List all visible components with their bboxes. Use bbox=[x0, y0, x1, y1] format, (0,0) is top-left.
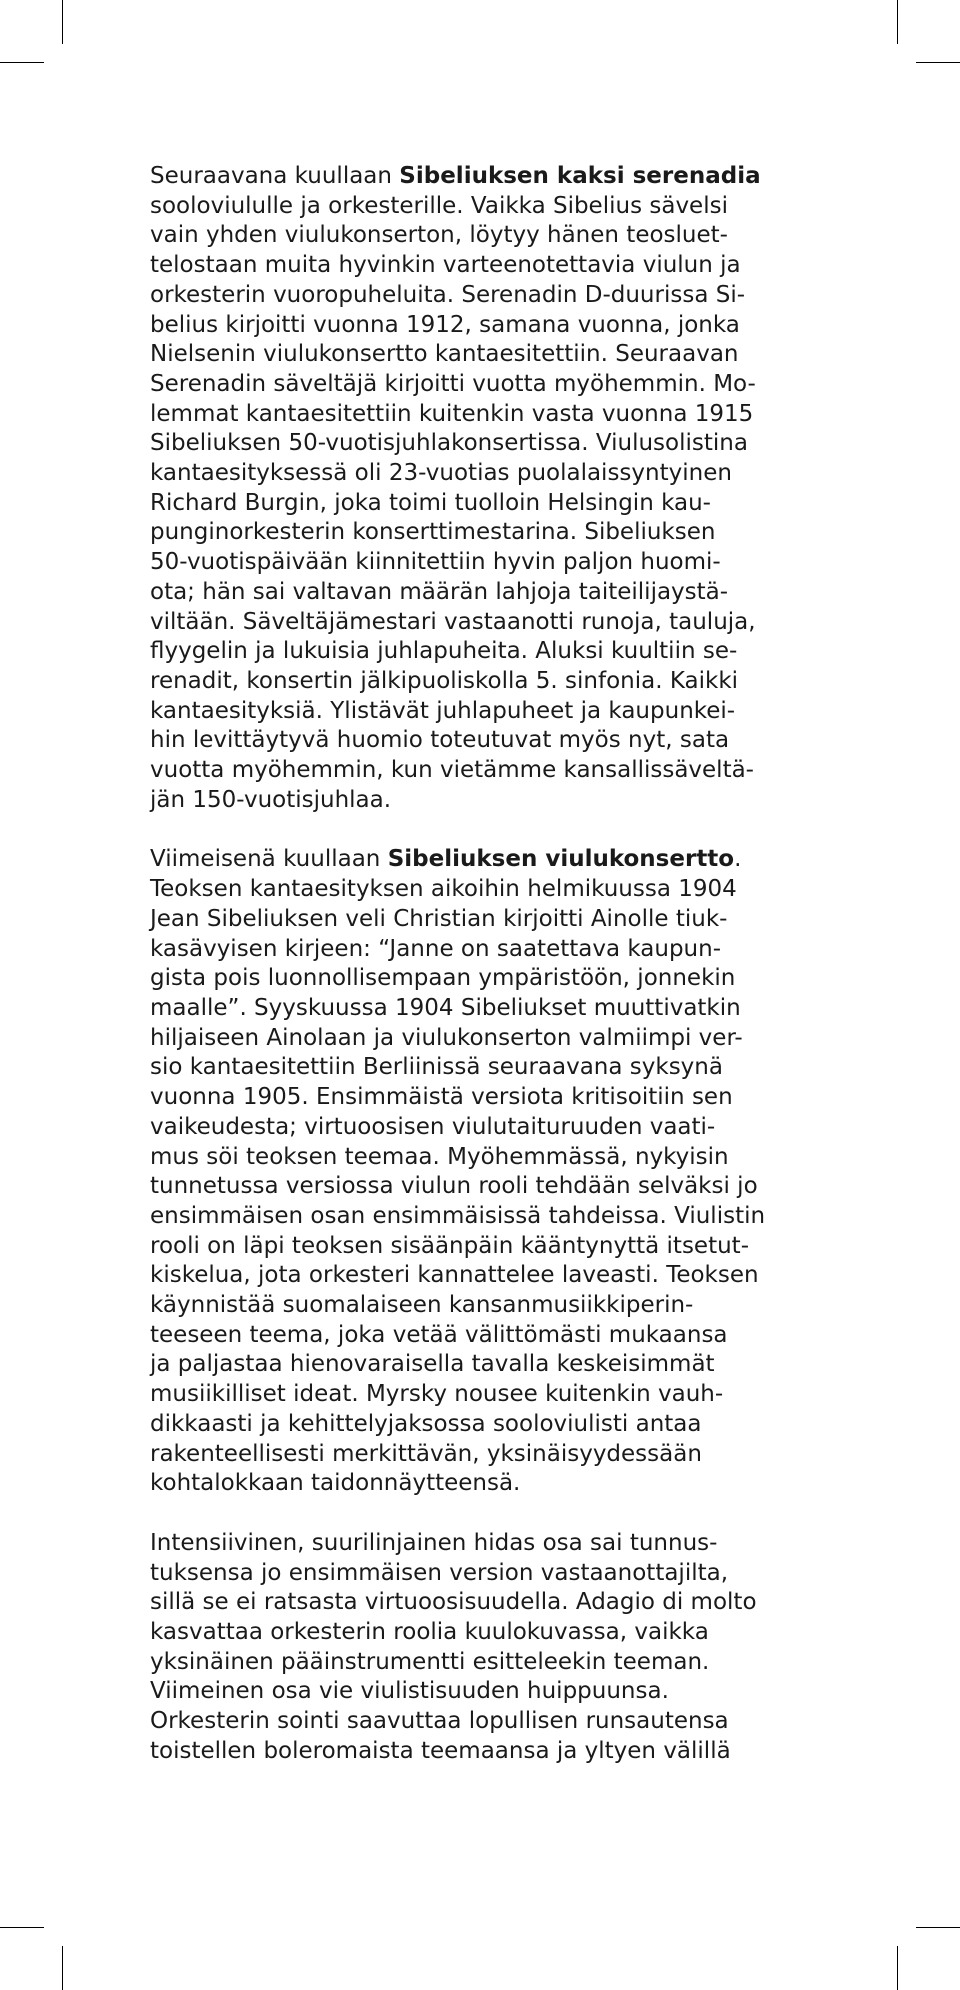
text-segment: jän 150-vuotisjuhlaa. bbox=[150, 786, 392, 813]
text-segment: Nielsenin viulukonsertto kantaesitettiin. Seuraavan bbox=[150, 341, 739, 368]
text-segment: lemmat kantaesitettiin kuitenkin vasta vuonna 1915 bbox=[150, 400, 754, 427]
text-line bbox=[150, 1529, 830, 1559]
text-segment: Viimeinen osa vie viulistisuuden huippuunsa. bbox=[150, 1678, 669, 1705]
text-segment: vaikeudesta; virtuoosisen viulutaituruuden vaati- bbox=[150, 1113, 716, 1140]
text-segment: tuksensa jo ensimmäisen version vastaanottajilta, bbox=[150, 1559, 729, 1586]
text-segment: vain yhden viulukonserton, löytyy hänen teosluet- bbox=[150, 222, 728, 249]
paragraph-3 bbox=[150, 1529, 830, 1767]
crop-mark-top-right-vertical bbox=[897, 0, 898, 44]
text-line bbox=[150, 1410, 830, 1440]
text-line bbox=[150, 1588, 830, 1618]
text-line bbox=[150, 935, 830, 965]
text-segment: rakenteellisesti merkittävän, yksinäisyydessään bbox=[150, 1440, 702, 1467]
text-segment: gista pois luonnollisempaan ympäristöön, jonnekin bbox=[150, 965, 736, 992]
text-line bbox=[150, 667, 830, 697]
text-segment: teeseen teema, joka vetää välittömästi mukaansa bbox=[150, 1321, 728, 1348]
text-segment: orkesterin vuoropuheluita. Serenadin D-duurissa Si- bbox=[150, 281, 746, 308]
text-segment: kantaesityksiä. Ylistävät juhlapuheet ja kaupunkei- bbox=[150, 697, 736, 724]
text-segment: kohtalokkaan taidonnäytteensä. bbox=[150, 1470, 521, 1497]
text-line bbox=[150, 697, 830, 727]
text-segment: kiskelua, jota orkesteri kannattelee laveasti. Teoksen bbox=[150, 1262, 759, 1289]
text-line bbox=[150, 400, 830, 430]
text-segment: flyygelin ja lukuisia juhlapuheita. Aluksi kuultiin se- bbox=[150, 638, 738, 665]
text-line bbox=[150, 1737, 830, 1767]
text-segment: kantaesityksessä oli 23-vuotias puolalaissyntyinen bbox=[150, 460, 732, 487]
text-line bbox=[150, 964, 830, 994]
text-segment: toistellen boleromaista teemaansa ja yltyen välillä bbox=[150, 1737, 731, 1764]
text-line bbox=[150, 845, 830, 875]
text-segment: renadit, konsertin jälkipuoliskolla 5. sinfonia. Kaikki bbox=[150, 667, 739, 694]
text-line bbox=[150, 578, 830, 608]
crop-mark-bottom-right-horizontal bbox=[916, 1927, 960, 1928]
text-segment: maalle”. Syyskuussa 1904 Sibeliukset muuttivatkin bbox=[150, 994, 741, 1021]
text-line bbox=[150, 1291, 830, 1321]
text-line bbox=[150, 1321, 830, 1351]
text-segment: Richard Burgin, joka toimi tuolloin Helsingin kau- bbox=[150, 489, 711, 516]
text-line bbox=[150, 637, 830, 667]
text-segment: yksinäinen pääinstrumentti esitteleekin teeman. bbox=[150, 1648, 710, 1675]
text-line bbox=[150, 1380, 830, 1410]
crop-mark-top-right-horizontal bbox=[916, 62, 960, 63]
text-line bbox=[150, 489, 830, 519]
text-segment: Intensiivinen, suurilinjainen hidas osa sai tunnus- bbox=[150, 1529, 718, 1556]
text-segment: kasävyisen kirjeen: “Janne on saatettava kaupun- bbox=[150, 935, 722, 962]
text-line bbox=[150, 162, 830, 192]
text-segment: Serenadin säveltäjä kirjoitti vuotta myöhemmin. Mo- bbox=[150, 370, 756, 397]
text-segment: tunnetussa versiossa viulun rooli tehdään selväksi jo bbox=[150, 1173, 758, 1200]
paragraph-1 bbox=[150, 162, 830, 815]
text-line bbox=[150, 905, 830, 935]
work-title-bold: Sibeliuksen kaksi serenadia bbox=[399, 163, 761, 189]
text-segment: mus söi teoksen teemaa. Myöhemmässä, nykyisin bbox=[150, 1143, 729, 1170]
text-segment: 50-vuotispäivään kiinnitettiin hyvin paljon huomi- bbox=[150, 549, 721, 576]
text-line bbox=[150, 1232, 830, 1262]
text-line bbox=[150, 1440, 830, 1470]
text-line bbox=[150, 251, 830, 281]
text-segment: ota; hän sai valtavan määrän lahjoja taiteilijaystä- bbox=[150, 578, 729, 605]
text-line bbox=[150, 726, 830, 756]
text-segment: hin levittäytyvä huomio toteutuvat myös nyt, sata bbox=[150, 727, 730, 754]
text-line bbox=[150, 994, 830, 1024]
text-line bbox=[150, 1677, 830, 1707]
crop-mark-top-left-horizontal bbox=[0, 62, 44, 63]
text-segment: ja paljastaa hienovaraisella tavalla keskeisimmät bbox=[150, 1351, 715, 1378]
text-segment: Viimeisenä kuullaan bbox=[150, 846, 388, 873]
text-line bbox=[150, 518, 830, 548]
text-segment: ensimmäisen osan ensimmäisissä tahdeissa. Viulistin bbox=[150, 1202, 766, 1229]
text-line bbox=[150, 311, 830, 341]
text-segment: sillä se ei ratsasta virtuoosisuudella. Adagio di molto bbox=[150, 1589, 757, 1616]
text-line bbox=[150, 1143, 830, 1173]
text-line bbox=[150, 875, 830, 905]
text-segment: vuonna 1905. Ensimmäistä versiota kritisoitiin sen bbox=[150, 1084, 733, 1111]
work-title-bold: Sibeliuksen viulukonsertto bbox=[387, 846, 735, 873]
text-segment: . bbox=[734, 846, 742, 873]
text-line bbox=[150, 1024, 830, 1054]
article-body bbox=[150, 162, 830, 1797]
text-line bbox=[150, 1113, 830, 1143]
text-line bbox=[150, 548, 830, 578]
text-segment: viltään. Säveltäjämestari vastaanotti runoja, tauluja, bbox=[150, 608, 756, 635]
text-segment: telostaan muita hyvinkin varteenotettavia viulun ja bbox=[150, 252, 741, 279]
text-line bbox=[150, 370, 830, 400]
text-line bbox=[150, 1559, 830, 1589]
crop-mark-top-left-vertical bbox=[62, 0, 63, 44]
text-line bbox=[150, 1083, 830, 1113]
text-line bbox=[150, 459, 830, 489]
crop-mark-bottom-left-vertical bbox=[62, 1946, 63, 1990]
text-line bbox=[150, 1648, 830, 1678]
text-line bbox=[150, 340, 830, 370]
text-line bbox=[150, 281, 830, 311]
text-line bbox=[150, 1261, 830, 1291]
text-segment: punginorkesterin konserttimestarina. Sibeliuksen bbox=[150, 519, 716, 546]
text-line bbox=[150, 1469, 830, 1499]
text-segment: hiljaiseen Ainolaan ja viulukonserton valmiimpi ver- bbox=[150, 1024, 743, 1051]
text-line bbox=[150, 608, 830, 638]
text-line bbox=[150, 786, 830, 816]
text-line bbox=[150, 1618, 830, 1648]
text-segment: belius kirjoitti vuonna 1912, samana vuonna, jonka bbox=[150, 311, 740, 338]
paragraph-2 bbox=[150, 845, 830, 1498]
text-line bbox=[150, 1202, 830, 1232]
text-line bbox=[150, 1053, 830, 1083]
text-line bbox=[150, 221, 830, 251]
text-segment: musiikilliset ideat. Myrsky nousee kuitenkin vauh- bbox=[150, 1381, 724, 1408]
text-segment: dikkaasti ja kehittelyjaksossa sooloviulisti antaa bbox=[150, 1410, 702, 1437]
text-line bbox=[150, 756, 830, 786]
text-line bbox=[150, 429, 830, 459]
crop-mark-bottom-left-horizontal bbox=[0, 1927, 44, 1928]
text-segment: Orkesterin sointi saavuttaa lopullisen runsautensa bbox=[150, 1708, 729, 1735]
text-segment: käynnistää suomalaiseen kansanmusiikkiperin- bbox=[150, 1292, 694, 1319]
text-segment: Teoksen kantaesityksen aikoihin helmikuussa 1904 bbox=[150, 876, 737, 903]
text-line bbox=[150, 1172, 830, 1202]
text-segment: Jean Sibeliuksen veli Christian kirjoitti Ainolle tiuk- bbox=[150, 905, 728, 932]
text-segment: Seuraavana kuullaan bbox=[150, 163, 400, 189]
text-segment: sio kantaesitettiin Berliinissä seuraavana syksynä bbox=[150, 1054, 723, 1081]
text-segment: vuotta myöhemmin, kun vietämme kansallissäveltä- bbox=[150, 757, 754, 784]
text-segment: rooli on läpi teoksen sisäänpäin kääntynyttä itsetut- bbox=[150, 1232, 749, 1259]
text-line bbox=[150, 1350, 830, 1380]
text-segment: Sibeliuksen 50-vuotisjuhlakonsertissa. Viulusolistina bbox=[150, 430, 748, 457]
text-segment: sooloviululle ja orkesterille. Vaikka Sibelius sävelsi bbox=[150, 192, 728, 219]
text-line bbox=[150, 1707, 830, 1737]
text-line bbox=[150, 192, 830, 222]
text-segment: kasvattaa orkesterin roolia kuulokuvassa, vaikka bbox=[150, 1619, 709, 1646]
crop-mark-bottom-right-vertical bbox=[897, 1946, 898, 1990]
